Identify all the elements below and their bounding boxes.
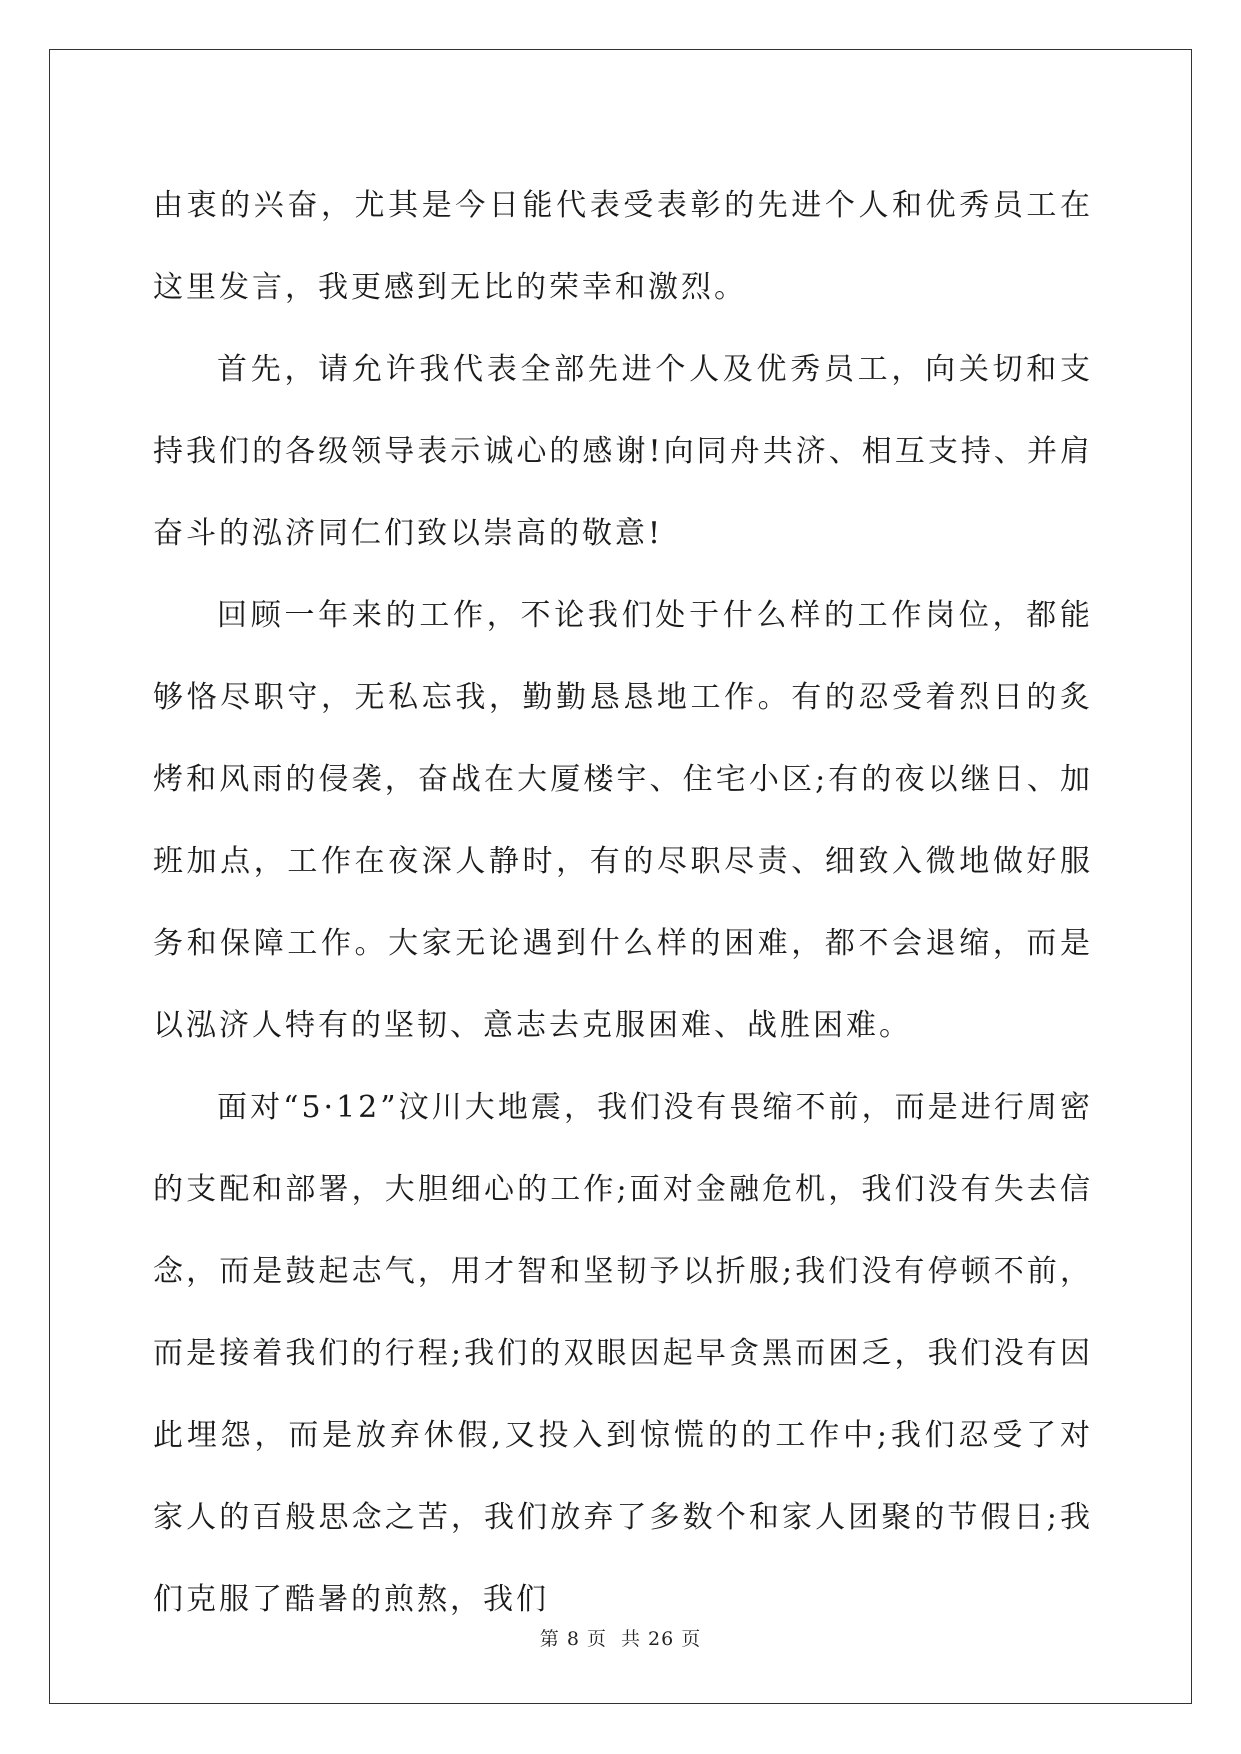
page-total: 共 26 页 bbox=[620, 1628, 702, 1650]
page-footer bbox=[0, 1624, 1241, 1651]
document-body bbox=[153, 165, 1093, 1641]
paragraph-3: 回顾一年来的工作，不论我们处于什么样的工作岗位，都能够恪尽职守，无私忘我，勤勤恳恳地工作。有的忍受着烈日的炙烤和风雨的侵袭，奋战在大厦楼宇、住宅小区;有的夜以继日、加班加点，工作在夜深人静时，有的尽职尽责、细致入微地做好服务和保障工作。大家无论遇到什么样的困难，都不会退缩，而是以泓济人特有的坚韧、意志去克服困难、战胜困难。 bbox=[153, 598, 1093, 1043]
page-number: 第 8 页 bbox=[539, 1628, 607, 1650]
paragraph-2: 首先，请允许我代表全部先进个人及优秀员工，向关切和支持我们的各级领导表示诚心的感谢!向同舟共济、相互支持、并肩奋斗的泓济同仁们致以崇高的敬意! bbox=[153, 352, 1093, 551]
paragraph-1: 由衷的兴奋，尤其是今日能代表受表彰的先进个人和优秀员工在这里发言，我更感到无比的荣幸和激烈。 bbox=[153, 188, 1093, 305]
paragraph-4: 面对“5·12”汶川大地震，我们没有畏缩不前，而是进行周密的支配和部署，大胆细心的工作;面对金融危机，我们没有失去信念，而是鼓起志气，用才智和坚韧予以折服;我们没有停顿不前，而是接着我们的行程;我们的双眼因起早贪黑而困乏，我们没有因此埋怨，而是放弃休假,又投入到惊慌的的工作中;我们忍受了对家人的百般思念之苦，我们放弃了多数个和家人团聚的节假日;我们克服了酷暑的煎熬，我们 bbox=[153, 1090, 1093, 1617]
